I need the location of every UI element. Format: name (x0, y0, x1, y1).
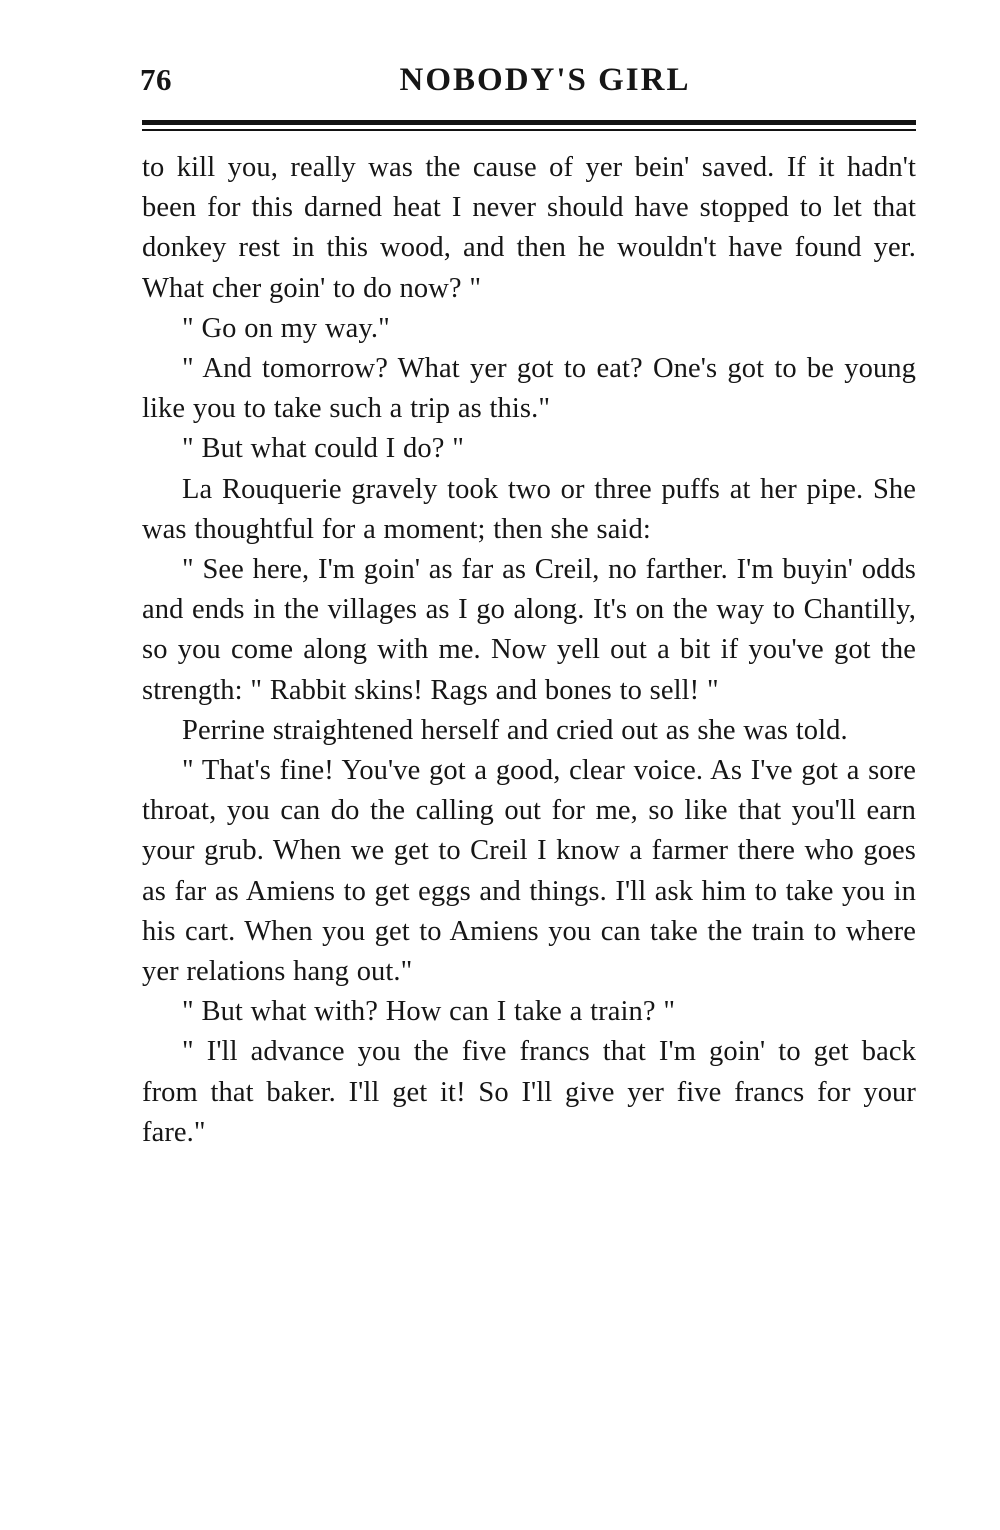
header-rule-thick (142, 120, 916, 125)
paragraph: " That's fine! You've got a good, clear voice. As I've got a sore throat, you can do the calling out for me, so like that you'll earn your grub. When we get to Creil I know a farmer there who goes as far as Amiens to get eggs and things. I'll ask him to take you in his cart. When you get to Amiens you can take the train to where yer relations hang out." (142, 755, 916, 988)
page-header (140, 62, 920, 108)
paragraph: " I'll advance you the five francs that I'm goin' to get back from that baker. I'll get it! So I'll give yer five francs for your fare." (142, 1036, 916, 1148)
body-text (142, 148, 916, 1153)
paragraph: " Go on my way." (182, 312, 390, 344)
header-rule-thin (142, 129, 916, 131)
paragraph: " But what could I do? " (182, 433, 464, 465)
running-title: NOBODY'S GIRL (399, 62, 691, 98)
paragraph: Perrine straightened herself and cried out as she was told. (182, 714, 848, 746)
paragraph: to kill you, really was the cause of yer bein' saved. If it hadn't been for this darned heat I never should have stopped to let that donkey rest in this wood, and then he wouldn't have found yer. What cher goin' to do now? " (142, 152, 916, 304)
paragraph: " See here, I'm goin' as far as Creil, no farther. I'm buyin' odds and ends in the villages as I go along. It's on the way to Chantilly, so you come along with me. Now yell out a bit if you've got the strength: " Rabbit skins! Rags and bones to sell! " (142, 554, 916, 706)
paragraph: La Rouquerie gravely took two or three puffs at her pipe. She was thoughtful for a moment; then she said: (142, 473, 916, 545)
page-number: 76 (140, 62, 172, 97)
paragraph: " And tomorrow? What yer got to eat? One's got to be young like you to take such a trip as this." (142, 353, 916, 425)
paragraph: " But what with? How can I take a train? " (182, 996, 676, 1028)
